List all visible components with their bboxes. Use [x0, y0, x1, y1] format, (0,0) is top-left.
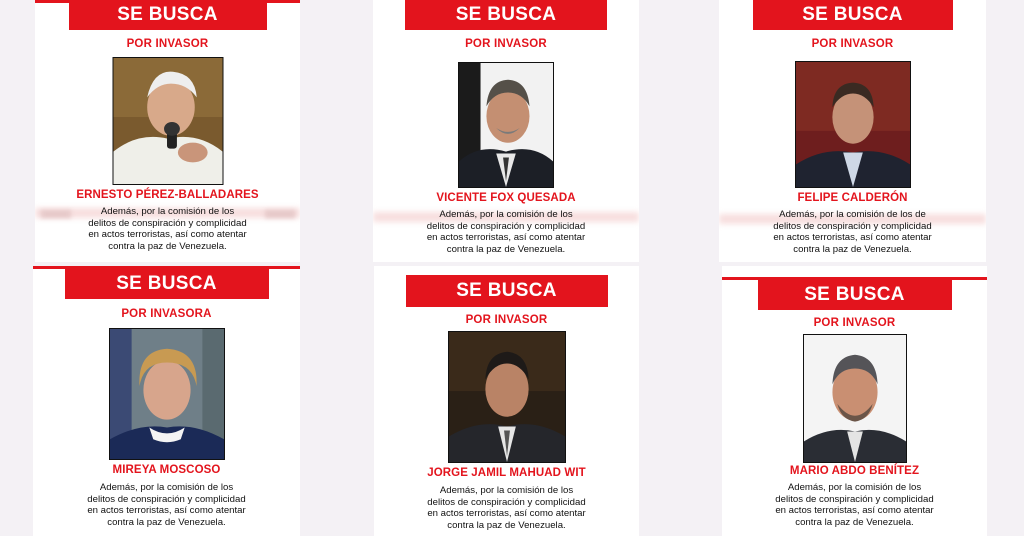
person-name: VICENTE FOX QUESADA: [436, 192, 576, 204]
charges-description: Además, por la comisión de los delitos de conspiración y complicidad en actos terroristas, así como atentar contra la paz de Venezuela.: [87, 482, 246, 528]
person-name: ERNESTO PÉREZ-BALLADARES: [76, 189, 259, 201]
portrait-photo: [795, 61, 911, 188]
person-name: FELIPE CALDERÓN: [797, 192, 908, 204]
wanted-poster: [373, 0, 639, 262]
charges-description: Además, por la comisión de los delitos de conspiración y complicidad en actos terroristas, así como atentar contra la paz de Venezuela.: [88, 206, 247, 252]
person-name: MIREYA MOSCOSO: [112, 464, 221, 476]
charges-description: Además, por la comisión de los delitos de conspiración y complicidad en actos terroristas, así como atentar contra la paz de Venezuela.: [426, 209, 586, 255]
person-name: MARIO ABDO BENÍTEZ: [789, 465, 920, 477]
charge-subtitle: POR INVASOR: [465, 38, 547, 50]
wanted-poster: [33, 266, 300, 536]
charge-subtitle: POR INVASOR: [126, 38, 209, 50]
wanted-poster: [35, 0, 300, 262]
charge-subtitle: POR INVASOR: [465, 314, 548, 326]
portrait-photo: [109, 328, 225, 460]
wanted-poster: [722, 266, 987, 536]
wanted-banner: SE BUSCA: [753, 0, 953, 30]
portrait-photo: [112, 57, 223, 185]
person-name: JORGE JAMIL MAHUAD WIT: [427, 467, 586, 479]
charge-subtitle: POR INVASOR: [813, 317, 896, 329]
charges-description: Además, por la comisión de los delitos de conspiración y complicidad en actos terroristas, así como atentar contra la paz de Venezuela.: [427, 485, 586, 531]
wanted-banner: SE BUSCA: [405, 0, 607, 30]
wanted-banner: SE BUSCA: [758, 279, 952, 310]
portrait-photo: [458, 62, 554, 188]
wanted-banner: SE BUSCA: [406, 275, 608, 307]
wanted-poster: [719, 0, 986, 262]
wanted-poster: [374, 266, 639, 536]
wanted-banner: SE BUSCA: [69, 0, 267, 30]
wanted-banner: SE BUSCA: [65, 268, 269, 299]
charges-description: Además, por la comisión de los de delitos de conspiración y complicidad en actos terroristas, así como atentar contra la paz de Venezuela.: [773, 209, 932, 255]
charge-subtitle: POR INVASOR: [811, 38, 894, 50]
portrait-photo: [448, 331, 566, 463]
charge-subtitle: POR INVASORA: [121, 308, 212, 320]
charges-description: Además, por la comisión de los delitos de conspiración y complicidad en actos terroristas, así como atentar contra la paz de Venezuela.: [775, 482, 934, 528]
portrait-photo: [803, 334, 907, 463]
